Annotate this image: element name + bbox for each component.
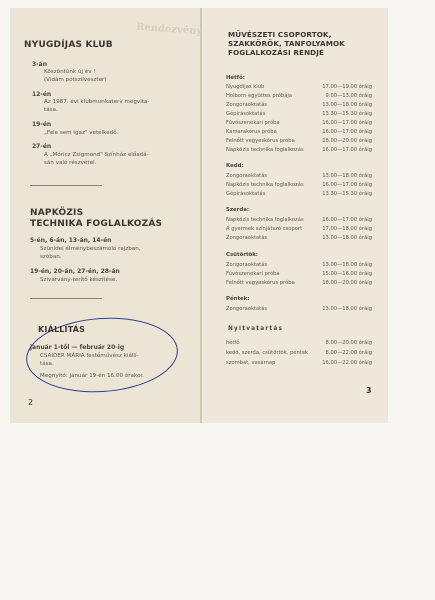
entry-text: Köszöntünk új év ! (44, 69, 96, 75)
days: szombat, vasárnap (226, 360, 276, 366)
schedule-row (226, 120, 372, 128)
time: 9.00—13.00 óráig (325, 93, 372, 99)
schedule-row (226, 173, 372, 181)
time: 8.00—22.00 óráig (325, 350, 372, 356)
entry-text: (Vidám pótszilveszter) (44, 77, 107, 83)
time: 13.00—18.00 óráig (322, 306, 372, 312)
schedule-row (226, 138, 372, 146)
entry-text: A „Móricz Zsigmond" Színház előadá- (44, 152, 149, 158)
time: 16.00—22.00 óráig (322, 360, 372, 366)
nyugdijas-klub-title: NYUGDÍJAS KLUB (24, 40, 113, 50)
days: kedd, szerda, csütörtök, péntek (226, 350, 309, 356)
napkozis-title-line1: NAPKÖZIS (30, 208, 84, 218)
day-label: Hétfő: (226, 75, 245, 81)
time: 13.00—18.00 óráig (322, 102, 372, 108)
schedule-row (226, 280, 372, 288)
page-fold (200, 8, 202, 423)
schedule-row (226, 235, 372, 243)
activity: Zongoraoktatás (226, 235, 268, 241)
schedule-row (226, 191, 372, 199)
exhibit-text: tása. (40, 361, 54, 367)
schedule-row (226, 306, 372, 314)
activity: Napközis technika foglalkozás (226, 182, 304, 188)
entry-date: 19-én (32, 121, 52, 128)
schedule-row (226, 93, 372, 101)
time: 13.00—18.00 óráig (322, 173, 372, 179)
activity: Holborn együttes próbája (226, 93, 292, 99)
time: 17.00—19.00 óráig (322, 84, 372, 90)
page-number-left: 2 (28, 398, 34, 407)
schedule-row (226, 102, 372, 110)
activity: Gépírásoktatás (226, 191, 266, 197)
entry-text: szóban. (40, 254, 62, 260)
exhibit-date: január 1-től — február 20-ig (30, 344, 125, 351)
activity: Kamarakórus próba (226, 129, 277, 135)
time: 16.00—17.00 óráig (322, 217, 372, 223)
time: 16.00—17.00 óráig (322, 120, 372, 126)
entry-text: Szivárvány-terítő készítése. (40, 277, 118, 283)
schedule-title-line3: FOGLALKOZÁSI RENDJE (228, 48, 325, 57)
time: 13.00—18.00 óráig (322, 235, 372, 241)
schedule-row (226, 129, 372, 137)
entry-text: „Fele sem igaz" vetélkedő. (44, 130, 119, 136)
schedule-row (226, 262, 372, 270)
entry-text: Az 1987. évi klubmunkaterv megvita- (44, 99, 150, 105)
schedule-row (226, 111, 372, 119)
kiallitas-title: KIÁLLÍTÁS (38, 325, 86, 334)
schedule-row (226, 147, 372, 155)
time: 16.00—17.00 óráig (322, 129, 372, 135)
schedule-row (226, 217, 372, 225)
time: 16.00—17.00 óráig (322, 147, 372, 153)
entry-date: 27-én (32, 143, 52, 150)
entry-text: sán való részvétel. (44, 160, 97, 166)
activity: Fúvószenekari próba (226, 120, 280, 126)
day-label: Kedd: (226, 163, 244, 169)
opening-row (226, 350, 372, 358)
time: 18.00—20.00 óráig (322, 138, 372, 144)
ghost-text: Rendezvény (135, 21, 203, 38)
schedule-title-line2: SZAKKÖRÖK, TANFOLYAMOK (228, 39, 345, 48)
schedule-title-line1: MŰVÉSZETI CSOPORTOK, (228, 30, 332, 39)
activity: Zongoraoktatás (226, 173, 268, 179)
page-number-right: 3 (366, 386, 372, 395)
activity: A gyermek színjátszó csoport (226, 226, 303, 232)
napkozis-title-line2: TECHNIKA FOGLALKOZÁS (30, 219, 163, 229)
time: 17.00—18.00 óráig (322, 226, 372, 232)
entry-date: 19-én, 20-án, 27-én, 28-án (30, 268, 120, 275)
schedule-row (226, 182, 372, 190)
activity: Nyugdíjas klub (226, 84, 265, 90)
activity: Felnőtt vegyeskórus próba (226, 280, 295, 286)
activity: Zongoraoktatás (226, 306, 268, 312)
days: hétfő (226, 340, 240, 346)
schedule-row (226, 84, 372, 92)
time: 18.00—20.00 óráig (322, 280, 372, 286)
activity: Zongoraoktatás (226, 102, 268, 108)
time: 16.00—17.00 óráig (322, 182, 372, 188)
schedule-row (226, 226, 372, 234)
opening-hours-title: Nyitvatartás (228, 326, 284, 332)
entry-date: 3-án (32, 61, 47, 68)
entry-text: tása. (44, 107, 58, 113)
time: 13.00—18.00 óráig (322, 262, 372, 268)
time: 15.00—16.00 óráig (322, 271, 372, 277)
activity: Zongoraoktatás (226, 262, 268, 268)
divider (30, 185, 102, 186)
time: 8.00—20.00 óráig (325, 340, 372, 346)
exhibit-text: Megnyitó: január 19-én 16.00 órakor. (40, 373, 144, 379)
day-label: Szerda: (226, 207, 249, 213)
schedule-row (226, 271, 372, 279)
opening-row (226, 340, 372, 348)
time: 13.30—15.30 óráig (322, 111, 372, 117)
activity: Gépírásoktatás (226, 111, 266, 117)
day-label: Péntek: (226, 296, 250, 302)
day-label: Csütörtök: (226, 252, 258, 258)
activity: Napközis technika foglalkozás (226, 147, 304, 153)
time: 13.30—15.30 óráig (322, 191, 372, 197)
exhibit-text: CSAIDER MÁRIA festőművész kiállí- (40, 353, 139, 359)
entry-text: Szünidei élménybeszámoló rajzban, (40, 246, 141, 252)
activity: Fúvószenekari próba (226, 271, 280, 277)
entry-date: 12-én (32, 91, 52, 98)
entry-date: 5-én, 6-án, 13-án, 14-én (30, 237, 112, 244)
activity: Felnőtt vegyeskórus próba (226, 138, 295, 144)
opening-row (226, 360, 372, 368)
divider (30, 298, 102, 299)
activity: Napközis technika foglalkozás (226, 217, 304, 223)
